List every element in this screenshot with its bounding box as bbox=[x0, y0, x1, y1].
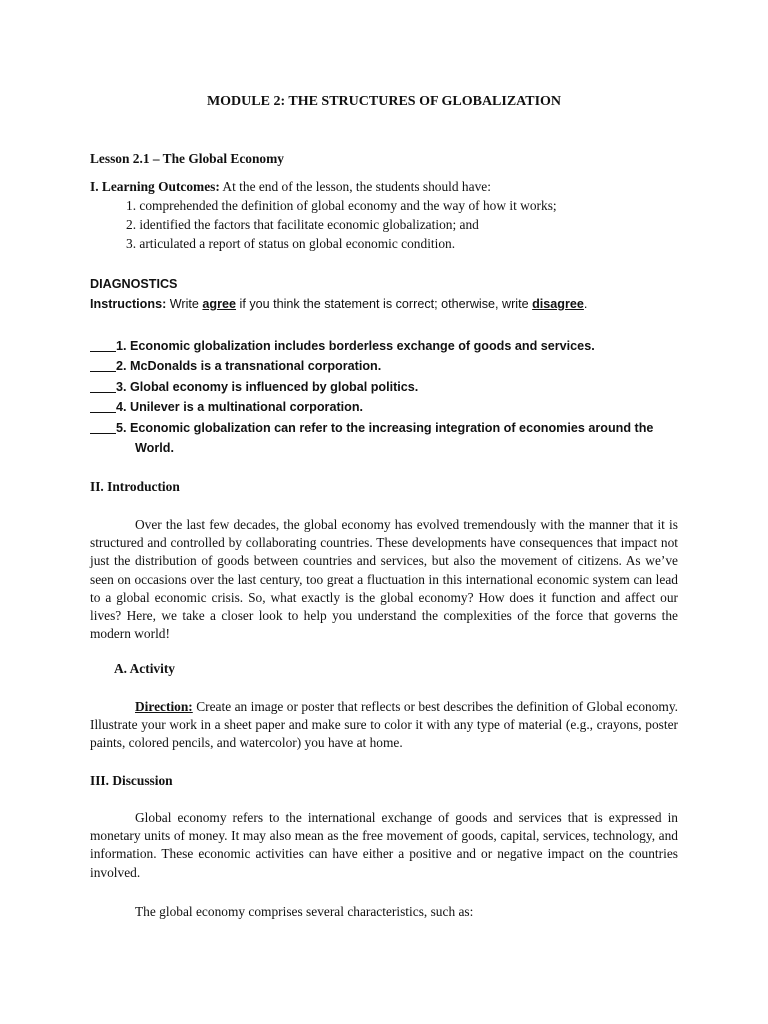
diagnostic-item-text: 4. Unilever is a multinational corporation. bbox=[116, 400, 364, 414]
diagnostic-item-5 bbox=[90, 419, 653, 437]
learning-outcomes-line bbox=[90, 178, 491, 196]
agree-word: agree bbox=[202, 297, 237, 311]
module-title: MODULE 2: THE STRUCTURES OF GLOBALIZATION bbox=[206, 94, 562, 109]
diagnostic-item-text: 1. Economic globalization includes borderless exchange of goods and services. bbox=[116, 339, 595, 353]
answer-blank[interactable] bbox=[90, 400, 116, 413]
instructions-end: . bbox=[583, 297, 588, 311]
answer-blank[interactable] bbox=[90, 359, 116, 372]
discussion-text-1: Global economy refers to the international exchange of goods and services that is expressed in monetary units of money. It may also mean as the free movement of goods, capital, services, technology, and information. These economic activities can have either a positive and or negative impact on the countries involved. bbox=[90, 810, 678, 880]
disagree-word: disagree bbox=[532, 297, 584, 311]
discussion-paragraph-1 bbox=[90, 809, 678, 882]
learning-outcomes-intro: At the end of the lesson, the students should have: bbox=[219, 179, 491, 194]
diagnostic-item-4 bbox=[90, 398, 363, 416]
learning-outcomes-heading: I. Learning Outcomes: bbox=[90, 179, 220, 194]
diagnostic-item-1 bbox=[90, 337, 595, 355]
outcome-item-3: 3. articulated a report of status on global economic condition. bbox=[126, 236, 456, 251]
introduction-text: Over the last few decades, the global economy has evolved tremendously with the manner that it is structured and controlled by collaborating countries. These developments have consequences that impact not just the distribution of goods between countries and services, but also the movement of citizens. As we’ve seen on occasions over the last century, too great a fluctuation in this international economic system can lead to a global economic crisis. So, what exactly is the global economy? How does it function and affect our lives? Here, we take a closer look to help you understand the complexities of the force that governs the modern world! bbox=[90, 517, 678, 642]
diagnostic-item-text: 5. Economic globalization can refer to the increasing integration of economies around the bbox=[116, 421, 654, 435]
instructions-text-2: if you think the statement is correct; otherwise, write bbox=[236, 297, 533, 311]
discussion-text-2: The global economy comprises several characteristics, such as: bbox=[135, 904, 474, 919]
diagnostic-item-text: 3. Global economy is influenced by global politics. bbox=[116, 380, 419, 394]
diagnostic-item-5-continued: World. bbox=[135, 441, 174, 455]
activity-heading: A. Activity bbox=[114, 661, 175, 676]
diagnostic-item-text: 2. McDonalds is a transnational corporation. bbox=[116, 359, 382, 373]
outcome-item-1: 1. comprehended the definition of global economy and the way of how it works; bbox=[126, 198, 557, 213]
lesson-title: Lesson 2.1 – The Global Economy bbox=[90, 151, 284, 166]
answer-blank[interactable] bbox=[90, 421, 116, 434]
answer-blank[interactable] bbox=[90, 380, 116, 393]
diagnostics-heading: DIAGNOSTICS bbox=[90, 277, 178, 291]
discussion-paragraph-2 bbox=[90, 903, 678, 921]
activity-direction bbox=[90, 698, 678, 753]
outcome-item-2: 2. identified the factors that facilitate economic globalization; and bbox=[126, 217, 479, 232]
diagnostic-item-2 bbox=[90, 357, 381, 375]
direction-text: Create an image or poster that reflects or best describes the definition of Global economy. Illustrate your work in a sheet paper and make sure to color it with any type of material (e.g., crayons, poster paints, colored pencils, and watercolor) you have at home. bbox=[90, 699, 678, 751]
discussion-heading: III. Discussion bbox=[90, 773, 173, 788]
instructions-label: Instructions: bbox=[90, 297, 167, 311]
direction-label: Direction: bbox=[135, 699, 193, 714]
introduction-heading: II. Introduction bbox=[90, 479, 180, 494]
instructions-text-1: Write bbox=[166, 297, 203, 311]
introduction-paragraph bbox=[90, 516, 678, 643]
diagnostics-instructions bbox=[90, 295, 587, 313]
answer-blank[interactable] bbox=[90, 339, 116, 352]
diagnostic-item-3 bbox=[90, 378, 418, 396]
